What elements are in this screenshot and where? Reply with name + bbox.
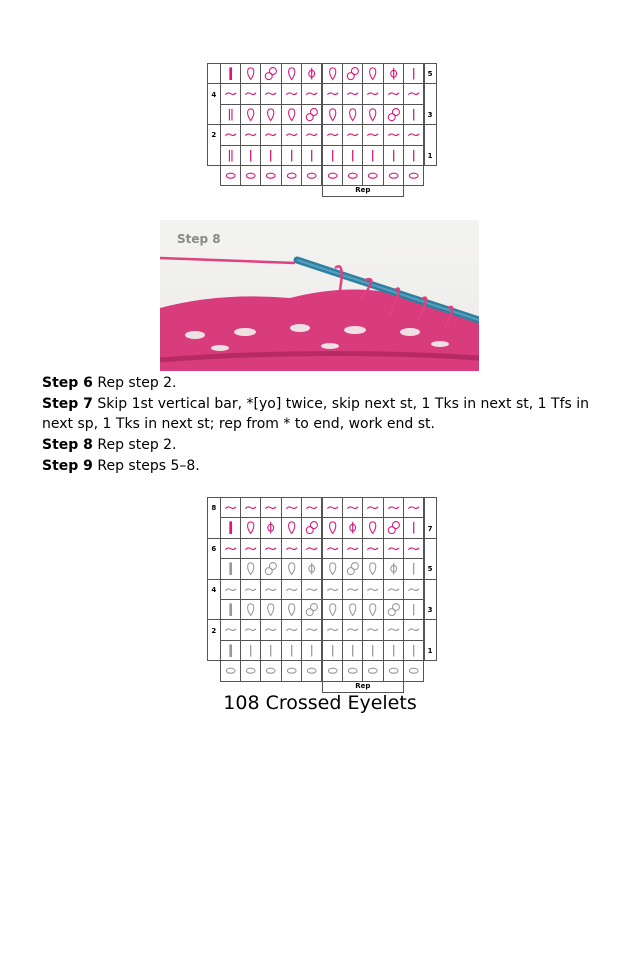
chart-cell-tilde-icon (301, 124, 322, 145)
chart-cell-tilde-icon (342, 83, 363, 104)
chart-cell-bar-icon (403, 104, 424, 125)
chart-cell-bar-icon (281, 145, 302, 166)
chart-cell-oval-icon (383, 165, 404, 186)
chart-cell-phi-icon (342, 517, 363, 538)
chart-cell-thick-bar-icon (220, 63, 241, 84)
chart-cell-loop-icon (240, 104, 261, 125)
chart-cell-loop-icon (322, 558, 343, 579)
chart-cell-oval-icon (260, 660, 281, 681)
row-number-label: 5 (427, 565, 433, 574)
chart-cell-oval-icon (383, 660, 404, 681)
step-text: Rep step 2. (92, 437, 177, 454)
chart-cell-oval-icon (281, 660, 302, 681)
chart-cell-tilde-icon (322, 497, 343, 518)
chart-cell-loop-icon (240, 517, 261, 538)
row-number-label: 1 (427, 151, 433, 160)
chart-cell-loop-icon (240, 599, 261, 620)
chart-cell-bar-icon (362, 145, 383, 166)
chart-cell-tilde-icon (301, 497, 322, 518)
chart-cell-tilde-icon (260, 538, 281, 559)
instructions (42, 373, 612, 477)
chart-cell-tilde-icon (342, 497, 363, 518)
chart-cell-tilde-icon (383, 83, 404, 104)
step-text: Skip 1st vertical bar, *[yo] twice, skip next st, 1 Tks in next st, 1 Tfs in next sp, 1 Tks in next st; rep from * to end, work end st. (42, 395, 590, 433)
chart-cell-double-loop-icon (301, 104, 322, 125)
right-row-number (424, 63, 437, 84)
step-label: Step 8 (42, 437, 93, 454)
chart-cell-bar-icon (403, 599, 424, 620)
chart-cell-bar-icon (281, 640, 302, 661)
step-label: Step 7 (42, 395, 93, 412)
chart-cell-phi-icon (301, 558, 322, 579)
chart-cell-tilde-icon (220, 497, 241, 518)
chart-cell-tilde-icon (281, 497, 302, 518)
chart-cell-tilde-icon (322, 538, 343, 559)
chart-cell-double-loop-icon (301, 517, 322, 538)
chart-cell-tilde-icon (240, 83, 261, 104)
chart-cell-tilde-icon (362, 538, 383, 559)
chart-cell-loop-icon (362, 558, 383, 579)
chart-cell-oval-icon (260, 165, 281, 186)
row-number-label: 4 (211, 585, 217, 594)
chart-cell-bar-icon (383, 145, 404, 166)
row-number-label: 2 (211, 626, 217, 635)
step-8 (42, 435, 612, 456)
chart-cell-oval-icon (362, 165, 383, 186)
chart-cell-oval-icon (220, 165, 241, 186)
chart-cell-loop-icon (342, 599, 363, 620)
chart-cell-loop-icon (281, 104, 302, 125)
chart-caption: 108 Crossed Eyelets (223, 692, 417, 714)
chart-cell-loop-icon (362, 63, 383, 84)
repeat-bracket: Rep (322, 681, 405, 693)
chart-cell-tilde-icon (260, 619, 281, 640)
row-number-label: 1 (427, 646, 433, 655)
row-number-label: 4 (211, 90, 217, 99)
chart-cell-tilde-icon (403, 538, 424, 559)
chart-cell-tilde-icon (403, 83, 424, 104)
chart-cell-bar-icon (403, 145, 424, 166)
chart-cell-oval-icon (403, 165, 424, 186)
chart-cell-double-loop-icon (342, 558, 363, 579)
chart-cell-tilde-icon (342, 538, 363, 559)
chart-cell-tilde-icon (362, 497, 383, 518)
chart-cell-phi-icon (383, 558, 404, 579)
chart-cell-oval-icon (301, 165, 322, 186)
chart-cell-loop-icon (322, 104, 343, 125)
chart-cell-tilde-icon (403, 619, 424, 640)
chart-cell-bar-icon (403, 640, 424, 661)
chart-cell-tilde-icon (220, 83, 241, 104)
chart-cell-double-bar-icon (220, 145, 241, 166)
chart-cell-double-loop-icon (383, 104, 404, 125)
chart-cell-tilde-icon (281, 538, 302, 559)
row-number-label: 3 (427, 110, 433, 119)
chart-cell-tilde-icon (220, 538, 241, 559)
row-number-label: 2 (211, 131, 217, 140)
row-number-label: 3 (427, 606, 433, 615)
chart-cell-tilde-icon (362, 83, 383, 104)
chart-cell-phi-icon (260, 517, 281, 538)
chart-cell-oval-icon (240, 660, 261, 681)
chart-cell-bar-icon (342, 145, 363, 166)
left-row-number (207, 497, 221, 539)
right-row-number (424, 124, 437, 166)
chart-cell-tilde-icon (220, 619, 241, 640)
chart-cell-oval-icon (322, 165, 343, 186)
chart-cell-bar-icon (322, 640, 343, 661)
chart-cell-oval-icon (220, 660, 241, 681)
step-8-photo (160, 220, 479, 371)
chart-cell-tilde-icon (383, 579, 404, 600)
chart-cell-oval-icon (403, 660, 424, 681)
chart-cell-double-loop-icon (260, 63, 281, 84)
chart-cell-tilde-icon (240, 497, 261, 518)
chart-cell-bar-icon (301, 640, 322, 661)
chart-cell-tilde-icon (281, 619, 302, 640)
chart-cell-tilde-icon (383, 124, 404, 145)
chart-cell-bar-icon (403, 517, 424, 538)
right-row-number (424, 497, 437, 539)
chart-cell-oval-icon (301, 660, 322, 681)
chart-cell-bar-icon (260, 640, 281, 661)
left-row-number (207, 538, 221, 580)
chart-cell-bar-icon (403, 63, 424, 84)
step-label: Step 9 (42, 457, 93, 474)
chart-cell-tilde-icon (260, 83, 281, 104)
chart-cell-tilde-icon (322, 83, 343, 104)
chart-cell-tilde-icon (260, 124, 281, 145)
chart-cell-bar-icon (322, 145, 343, 166)
chart-cell-loop-icon (281, 517, 302, 538)
row-number-label: 8 (211, 504, 217, 513)
right-row-number (424, 538, 437, 580)
chart-cell-loop-icon (362, 599, 383, 620)
chart-cell-double-loop-icon (301, 599, 322, 620)
chart-cell-double-loop-icon (260, 558, 281, 579)
step-9 (42, 456, 612, 477)
chart-cell-double-loop-icon (383, 517, 404, 538)
chart-cell-tilde-icon (362, 124, 383, 145)
chart-cell-tilde-icon (362, 579, 383, 600)
chart-cell-tilde-icon (301, 83, 322, 104)
chart-cell-tilde-icon (362, 619, 383, 640)
right-row-number (424, 579, 437, 621)
chart-cell-tilde-icon (342, 619, 363, 640)
chart-cell-loop-icon (322, 517, 343, 538)
chart-cell-bar-icon (240, 640, 261, 661)
chart-cell-bar-icon (342, 640, 363, 661)
left-row-number (207, 63, 221, 84)
chart-cell-bar-icon (383, 640, 404, 661)
row-number-label (208, 64, 220, 84)
chart-cell-tilde-icon (403, 579, 424, 600)
chart-cell-oval-icon (322, 660, 343, 681)
crochet-fabric-illustration (160, 220, 479, 371)
step-label: Step 6 (42, 375, 93, 391)
row-number-label: 7 (427, 524, 433, 533)
chart-cell-loop-icon (342, 104, 363, 125)
chart-cell-tilde-icon (260, 579, 281, 600)
chart-cell-tilde-icon (240, 124, 261, 145)
chart-cell-tilde-icon (240, 579, 261, 600)
chart-cell-loop-icon (281, 558, 302, 579)
chart-cell-phi-icon (383, 63, 404, 84)
left-row-number (207, 619, 221, 661)
chart-cell-loop-icon (322, 599, 343, 620)
chart-cell-loop-icon (281, 63, 302, 84)
chart-cell-tilde-icon (322, 124, 343, 145)
left-row-number (207, 579, 221, 621)
row-number-label: 5 (427, 70, 433, 79)
chart-cell-tilde-icon (281, 83, 302, 104)
chart-cell-loop-icon (362, 104, 383, 125)
chart-cell-tilde-icon (220, 579, 241, 600)
chart-cell-tilde-icon (403, 124, 424, 145)
chart-cell-tilde-icon (342, 579, 363, 600)
chart-cell-tilde-icon (342, 124, 363, 145)
chart-cell-loop-icon (240, 558, 261, 579)
chart-cell-thick-bar-icon (220, 599, 241, 620)
chart-cell-tilde-icon (240, 538, 261, 559)
chart-cell-double-loop-icon (342, 63, 363, 84)
step-7 (42, 394, 612, 435)
chart-cell-oval-icon (281, 165, 302, 186)
chart-cell-tilde-icon (383, 538, 404, 559)
chart-cell-tilde-icon (281, 124, 302, 145)
chart-cell-tilde-icon (322, 619, 343, 640)
chart-cell-tilde-icon (220, 124, 241, 145)
photo-label: Step 8 (177, 232, 221, 246)
chart-cell-tilde-icon (322, 579, 343, 600)
left-row-number (207, 124, 221, 166)
chart-cell-bar-icon (260, 145, 281, 166)
chart-cell-bar-icon (240, 145, 261, 166)
chart-cell-oval-icon (362, 660, 383, 681)
chart-cell-double-bar-icon (220, 104, 241, 125)
chart-cell-loop-icon (260, 104, 281, 125)
chart-cell-loop-icon (240, 63, 261, 84)
chart-cell-loop-icon (322, 63, 343, 84)
chart-cell-double-loop-icon (383, 599, 404, 620)
chart-cell-oval-icon (240, 165, 261, 186)
repeat-bracket: Rep (322, 185, 405, 197)
chart-cell-bar-icon (301, 145, 322, 166)
row-number-label: 6 (211, 544, 217, 553)
chart-cell-tilde-icon (240, 619, 261, 640)
chart-cell-phi-icon (301, 63, 322, 84)
chart-cell-tilde-icon (260, 497, 281, 518)
chart-cell-loop-icon (260, 599, 281, 620)
chart-cell-tilde-icon (383, 497, 404, 518)
chart-cell-tilde-icon (301, 579, 322, 600)
chart-cell-loop-icon (281, 599, 302, 620)
chart-cell-thick-bar-icon (220, 558, 241, 579)
chart-cell-bar-icon (403, 558, 424, 579)
right-row-number (424, 83, 437, 125)
left-row-number (207, 83, 221, 125)
chart-cell-thick-bar-icon (220, 640, 241, 661)
chart-cell-tilde-icon (301, 619, 322, 640)
chart-cell-oval-icon (342, 660, 363, 681)
step-text: Rep step 2. (92, 375, 177, 391)
chart-cell-tilde-icon (301, 538, 322, 559)
chart-cell-bar-icon (362, 640, 383, 661)
chart-cell-thick-bar-icon (220, 517, 241, 538)
chart-cell-oval-icon (342, 165, 363, 186)
step-6 (42, 373, 612, 394)
chart-cell-tilde-icon (383, 619, 404, 640)
chart-cell-tilde-icon (403, 497, 424, 518)
step-text: Rep steps 5–8. (92, 457, 200, 474)
chart-cell-loop-icon (362, 517, 383, 538)
chart-cell-tilde-icon (281, 579, 302, 600)
right-row-number (424, 619, 437, 661)
